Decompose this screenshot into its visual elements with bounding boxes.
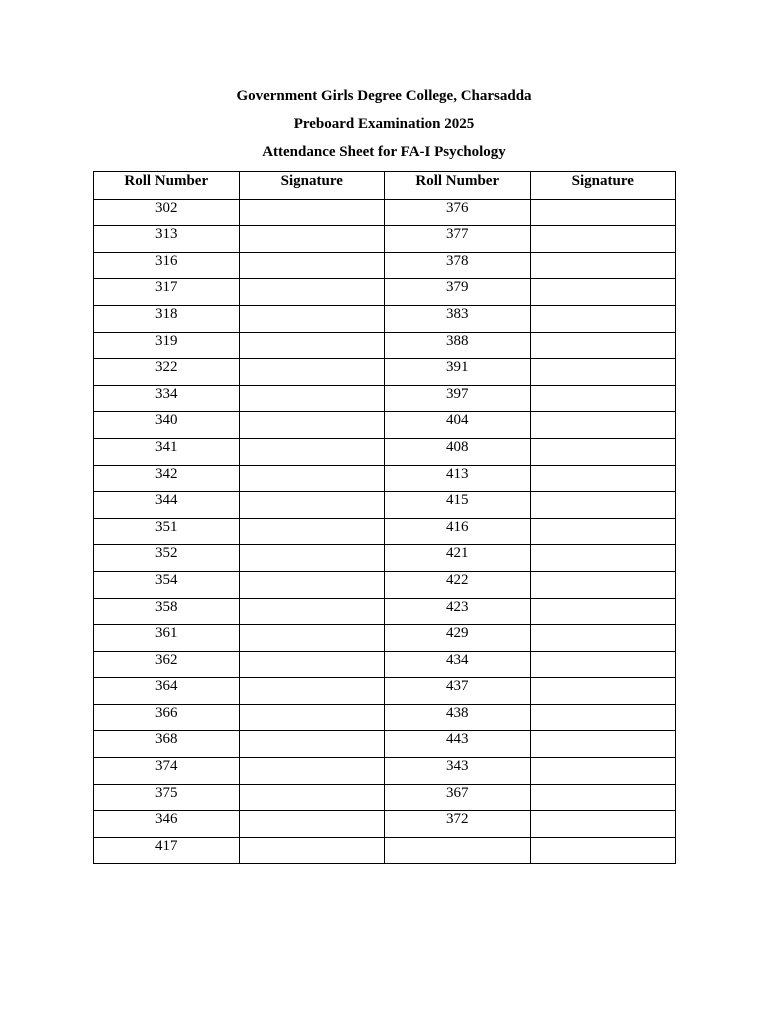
roll-number-cell: 344 [94, 492, 240, 519]
signature-cell [239, 279, 385, 306]
table-row [94, 465, 676, 492]
roll-number-cell: 388 [385, 332, 531, 359]
exam-title: Preboard Examination 2025 [293, 116, 475, 132]
roll-number-cell: 438 [385, 704, 531, 731]
signature-cell [530, 571, 676, 598]
sheet-title: Attendance Sheet for FA-I Psychology [262, 144, 506, 160]
signature-cell [530, 199, 676, 226]
table-row [94, 784, 676, 811]
roll-number-cell: 422 [385, 571, 531, 598]
signature-cell [239, 651, 385, 678]
signature-cell [239, 811, 385, 838]
table-row [94, 598, 676, 625]
roll-number-cell: 334 [94, 385, 240, 412]
signature-cell [239, 385, 385, 412]
signature-cell [530, 678, 676, 705]
roll-number-cell: 443 [385, 731, 531, 758]
header-roll-number-2: Roll Number [385, 172, 531, 200]
roll-number-cell: 302 [94, 199, 240, 226]
roll-number-cell: 376 [385, 199, 531, 226]
roll-number-cell: 423 [385, 598, 531, 625]
signature-cell [530, 332, 676, 359]
signature-cell [530, 811, 676, 838]
roll-number-cell: 367 [385, 784, 531, 811]
table-row [94, 305, 676, 332]
signature-cell [530, 784, 676, 811]
roll-number-cell: 368 [94, 731, 240, 758]
header-signature-2: Signature [530, 172, 676, 200]
roll-number-cell: 434 [385, 651, 531, 678]
roll-number-cell: 361 [94, 625, 240, 652]
roll-number-cell: 322 [94, 359, 240, 386]
signature-cell [530, 465, 676, 492]
signature-cell [239, 545, 385, 572]
signature-cell [530, 305, 676, 332]
roll-number-cell: 316 [94, 252, 240, 279]
roll-number-cell: 352 [94, 545, 240, 572]
signature-cell [530, 704, 676, 731]
signature-cell [530, 492, 676, 519]
signature-cell [239, 465, 385, 492]
signature-cell [239, 492, 385, 519]
signature-cell [239, 731, 385, 758]
table-row [94, 704, 676, 731]
roll-number-cell: 408 [385, 438, 531, 465]
roll-number-cell: 341 [94, 438, 240, 465]
table-header-row [94, 172, 676, 200]
signature-cell [530, 518, 676, 545]
signature-cell [530, 545, 676, 572]
signature-cell [530, 412, 676, 439]
table-row [94, 199, 676, 226]
roll-number-cell: 377 [385, 226, 531, 253]
table-row [94, 438, 676, 465]
roll-number-cell [385, 837, 531, 864]
table-row [94, 332, 676, 359]
roll-number-cell: 351 [94, 518, 240, 545]
attendance-table [93, 171, 676, 864]
roll-number-cell: 413 [385, 465, 531, 492]
roll-number-cell: 429 [385, 625, 531, 652]
table-row [94, 758, 676, 785]
roll-number-cell: 378 [385, 252, 531, 279]
header-roll-number-1: Roll Number [94, 172, 240, 200]
roll-number-cell: 358 [94, 598, 240, 625]
signature-cell [530, 598, 676, 625]
table-row [94, 811, 676, 838]
roll-number-cell: 364 [94, 678, 240, 705]
roll-number-cell: 318 [94, 305, 240, 332]
signature-cell [239, 359, 385, 386]
signature-cell [239, 571, 385, 598]
table-row [94, 545, 676, 572]
table-row [94, 412, 676, 439]
roll-number-cell: 415 [385, 492, 531, 519]
roll-number-cell: 417 [94, 837, 240, 864]
signature-cell [530, 385, 676, 412]
table-body [94, 199, 676, 864]
table-row [94, 279, 676, 306]
roll-number-cell: 366 [94, 704, 240, 731]
table-row [94, 252, 676, 279]
signature-cell [239, 226, 385, 253]
roll-number-cell: 383 [385, 305, 531, 332]
roll-number-cell: 437 [385, 678, 531, 705]
roll-number-cell: 346 [94, 811, 240, 838]
signature-cell [239, 438, 385, 465]
signature-cell [239, 678, 385, 705]
table-row [94, 651, 676, 678]
roll-number-cell: 421 [385, 545, 531, 572]
signature-cell [239, 412, 385, 439]
signature-cell [530, 731, 676, 758]
signature-cell [530, 758, 676, 785]
signature-cell [530, 837, 676, 864]
roll-number-cell: 416 [385, 518, 531, 545]
roll-number-cell: 362 [94, 651, 240, 678]
signature-cell [239, 758, 385, 785]
signature-cell [530, 625, 676, 652]
roll-number-cell: 375 [94, 784, 240, 811]
signature-cell [239, 252, 385, 279]
roll-number-cell: 313 [94, 226, 240, 253]
roll-number-cell: 340 [94, 412, 240, 439]
header-signature-1: Signature [239, 172, 385, 200]
roll-number-cell: 317 [94, 279, 240, 306]
table-row [94, 625, 676, 652]
signature-cell [239, 598, 385, 625]
roll-number-cell: 354 [94, 571, 240, 598]
signature-cell [239, 784, 385, 811]
signature-cell [239, 199, 385, 226]
roll-number-cell: 404 [385, 412, 531, 439]
signature-cell [530, 279, 676, 306]
roll-number-cell: 342 [94, 465, 240, 492]
table-row [94, 678, 676, 705]
roll-number-cell: 372 [385, 811, 531, 838]
roll-number-cell: 343 [385, 758, 531, 785]
table-row [94, 571, 676, 598]
table-row [94, 385, 676, 412]
signature-cell [239, 305, 385, 332]
table-row [94, 492, 676, 519]
roll-number-cell: 379 [385, 279, 531, 306]
signature-cell [239, 625, 385, 652]
table-row [94, 837, 676, 864]
signature-cell [530, 651, 676, 678]
roll-number-cell: 374 [94, 758, 240, 785]
college-name: Government Girls Degree College, Charsadda [236, 88, 532, 104]
signature-cell [530, 252, 676, 279]
table-row [94, 226, 676, 253]
roll-number-cell: 391 [385, 359, 531, 386]
table-row [94, 359, 676, 386]
signature-cell [530, 438, 676, 465]
signature-cell [239, 704, 385, 731]
table-row [94, 731, 676, 758]
signature-cell [530, 359, 676, 386]
signature-cell [239, 518, 385, 545]
signature-cell [530, 226, 676, 253]
signature-cell [239, 332, 385, 359]
roll-number-cell: 397 [385, 385, 531, 412]
table-row [94, 518, 676, 545]
signature-cell [239, 837, 385, 864]
roll-number-cell: 319 [94, 332, 240, 359]
